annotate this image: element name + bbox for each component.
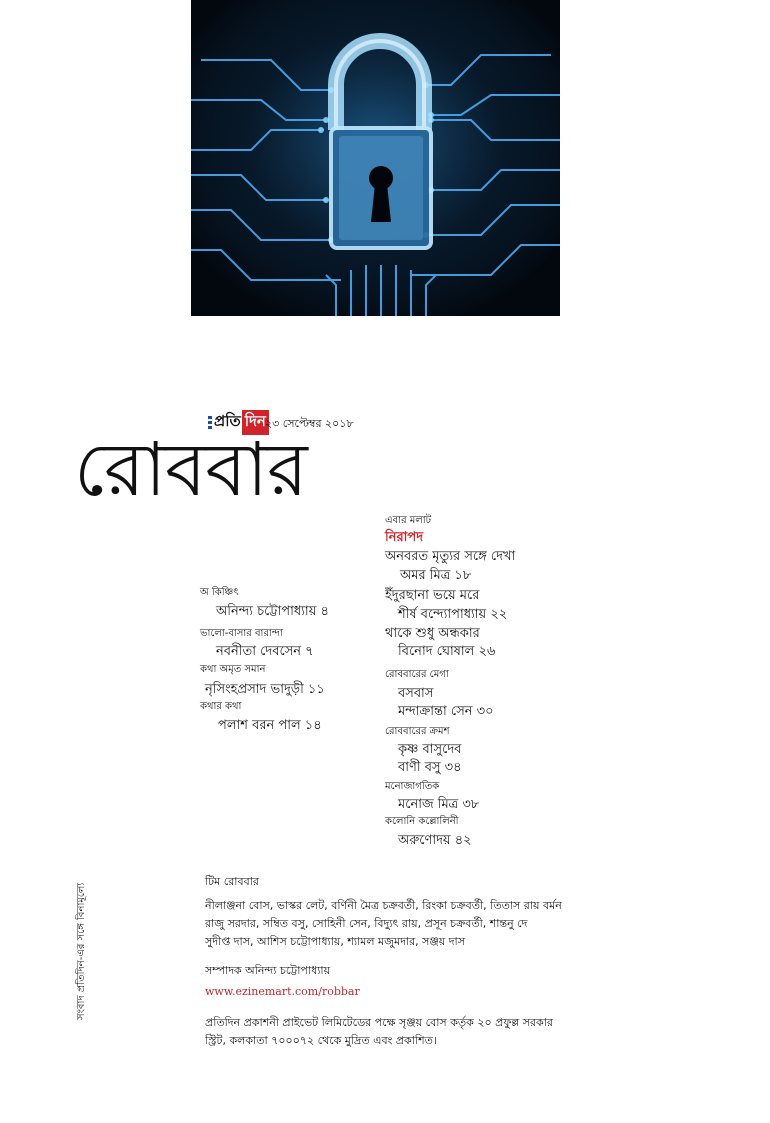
column-entry: পলাশ বরন পাল ১৪: [218, 718, 322, 733]
team-names-line: রাজু সরদার, সম্বিত বসু, সোহিনী সেন, বিদ্যুৎ রায়, প্রসূন চক্রবর্তী, শান্তনু দে: [205, 917, 528, 930]
section-label: কলোনি কল্লোলিনী: [385, 816, 459, 827]
column-label: ভালো-বাসার বারান্দা: [200, 628, 283, 639]
section-entry: কৃষ্ণ বাসুদেব: [398, 742, 462, 757]
imprint-line: প্রতিদিন প্রকাশনী প্রাইভেট লিমিটেডের পক্ষে সৃঞ্জয় বোস কর্তৃক ২০ প্রফুল্ল সরকার: [205, 1016, 553, 1029]
column-label: কথার কথা: [200, 701, 242, 712]
team-names: [205, 897, 562, 951]
cover-item-author: অমর মিত্র ১৮: [400, 568, 472, 583]
team-names-line: নীলাঞ্জনা বোস, ভাস্কর লেট, বর্ণিনী মৈত্র চক্রবর্তী, রিংকা চক্রবর্তী, তিতাস রায় বর্মন: [205, 899, 562, 912]
cover-story-label: এবার মলাট: [385, 515, 432, 526]
brand-name-part1: প্রতি: [214, 411, 241, 430]
section-entry: অরুণোদয় ৪২: [398, 833, 472, 848]
cover-item-title: ইঁদুরছানা ভয়ে মরে: [385, 588, 480, 603]
editor-credit: সম্পাদক অনিন্দ্য চট্টোপাধ্যায়: [205, 964, 331, 977]
section-entry: বসবাস: [398, 686, 434, 701]
cover-item-title: অনবরত মৃত্যুর সঙ্গে দেখা: [385, 549, 516, 564]
cover-item-author: বিনোদ ঘোষাল ২৬: [398, 644, 496, 659]
side-credit: সংবাদ প্রতিদিন-এর সঙ্গে বিনামূল্যে: [76, 882, 87, 1020]
team-names-line: সুদীপ্ত দাস, আশিস চট্টোপাধ্যায়, শ্যামল মজুমদার, সঞ্জয় দাস: [205, 935, 466, 948]
column-entry: নৃসিংহপ্রসাদ ভাদুড়ী ১১: [205, 682, 325, 697]
column-label: অ কিঞ্চিৎ: [200, 587, 239, 598]
section-label: মনোজাগতিক: [385, 781, 440, 792]
section-entry: মনোজ মিত্র ৩৮: [398, 797, 480, 812]
cover-story-title: নিরাপদ: [385, 530, 424, 545]
section-label: রোববারের মেগা: [385, 669, 449, 680]
section-entry: বাণী বসু ৩৪: [398, 760, 462, 775]
cover-item-title: থাকে শুধু অন্ধকার: [385, 626, 480, 641]
imprint-line: স্ট্রিট, কলকাতা ৭০০০৭২ থেকে মুদ্রিত এবং প্রকাশিত।: [205, 1034, 437, 1047]
cover-item-author: শীর্ষ বন্দ্যোপাধ্যায় ২২: [398, 607, 508, 622]
section-label: রোববারের ক্রমশ: [385, 726, 450, 737]
column-label: কথা অমৃত সমান: [200, 664, 266, 675]
issue-date: ২৩ সেপ্টেম্বর ২০১৮: [265, 417, 354, 430]
team-title: টিম রোববার: [205, 875, 259, 888]
column-entry: নবনীতা দেবসেন ৭: [216, 644, 314, 659]
brand-name-part2: দিন: [242, 410, 269, 435]
section-entry: মন্দাক্রান্তা সেন ৩০: [398, 704, 494, 719]
magazine-title: রোববার: [74, 427, 307, 513]
website-link[interactable]: www.ezinemart.com/robbar: [205, 985, 360, 998]
padlock-circuit-icon: [191, 0, 560, 316]
cover-image: [191, 0, 560, 316]
column-entry: অনিন্দ্য চট্টোপাধ্যায় ৪: [216, 604, 329, 619]
imprint: [205, 1014, 553, 1050]
